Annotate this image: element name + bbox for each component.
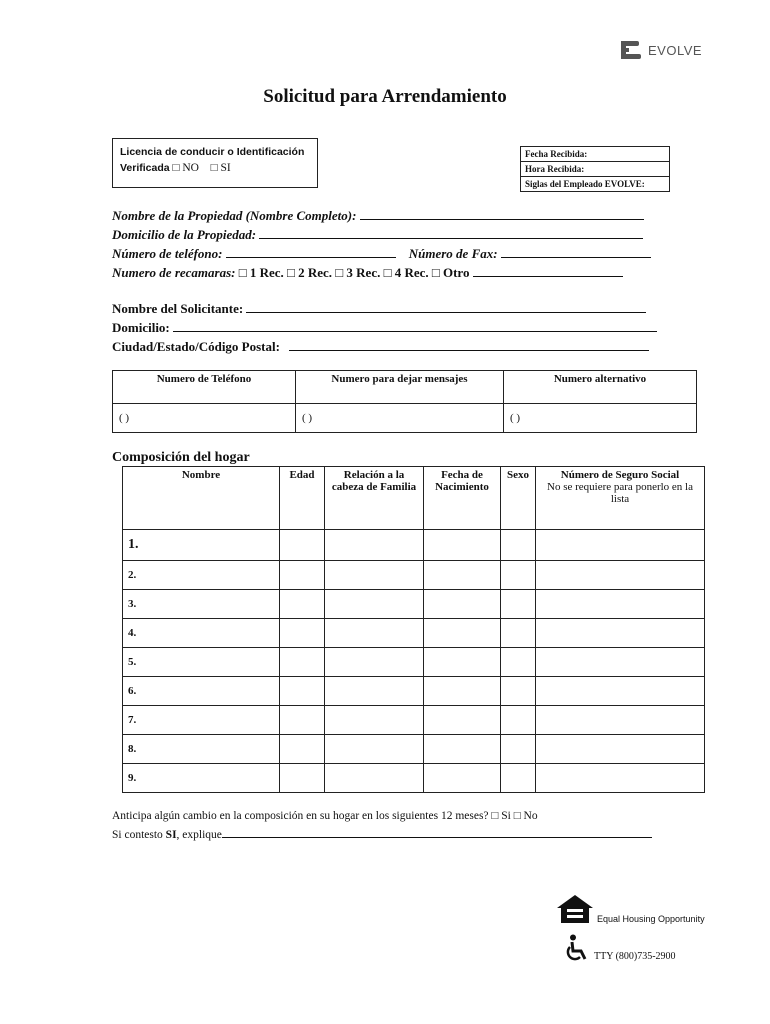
message-phone-cell[interactable]: ( ) [296, 404, 504, 433]
message-phone-header: Numero para dejar mensajes [296, 371, 504, 404]
composition-change-block [112, 808, 652, 844]
bedrooms-other-field[interactable] [473, 264, 623, 277]
household-cell[interactable] [325, 764, 424, 793]
property-name-row [112, 207, 644, 224]
household-member-name-cell[interactable]: 1. [123, 530, 280, 561]
verified-no-checkbox[interactable]: □ NO [172, 162, 199, 174]
explain-prefix: Si contesto [112, 829, 166, 841]
household-cell[interactable] [501, 530, 536, 561]
household-cell[interactable] [424, 677, 501, 706]
household-cell[interactable] [536, 648, 705, 677]
household-member-name-cell[interactable]: 8. [123, 735, 280, 764]
household-cell[interactable] [424, 706, 501, 735]
composition-table [122, 466, 705, 793]
household-cell[interactable] [280, 648, 325, 677]
household-member-name-cell[interactable]: 7. [123, 706, 280, 735]
composition-change-question[interactable]: Anticipa algún cambio en la composición en su hogar en los siguientes 12 meses? □ Si □ No [112, 810, 538, 822]
household-member-name-cell[interactable]: 5. [123, 648, 280, 677]
page-title: Solicitud para Arrendamiento [263, 86, 507, 107]
alt-phone-cell[interactable]: ( ) [504, 404, 697, 433]
household-row [123, 530, 705, 561]
property-name-label: Nombre de la Propiedad (Nombre Completo): [112, 208, 357, 223]
evolve-logo-icon [620, 40, 642, 60]
household-cell[interactable] [501, 706, 536, 735]
household-row [123, 764, 705, 793]
household-cell[interactable] [325, 648, 424, 677]
composition-title: Composición del hogar [112, 450, 250, 465]
property-address-row [112, 226, 643, 243]
explain-field[interactable] [222, 825, 652, 838]
equal-housing-text: Equal Housing Opportunity [597, 914, 705, 924]
verified-si-checkbox[interactable]: □ SI [210, 162, 231, 174]
license-label: Licencia de conducir o Identificación [120, 146, 305, 158]
household-cell[interactable] [501, 764, 536, 793]
phone-header: Numero de Teléfono [113, 371, 296, 404]
household-cell[interactable] [325, 619, 424, 648]
household-cell[interactable] [325, 677, 424, 706]
household-cell[interactable] [501, 677, 536, 706]
explain-bold: SI [165, 829, 177, 841]
applicant-address-label: Domicilio: [112, 320, 170, 335]
household-cell[interactable] [501, 561, 536, 590]
col-ssn-title: Número de Seguro Social [560, 469, 680, 481]
household-cell[interactable] [536, 619, 705, 648]
alt-phone-header: Numero alternativo [504, 371, 697, 404]
col-sex: Sexo [501, 467, 536, 530]
property-address-label: Domicilio de la Propiedad: [112, 227, 257, 242]
explain-row [112, 825, 652, 844]
equal-housing-icon [556, 894, 594, 924]
property-phone-field[interactable] [226, 245, 396, 258]
household-cell[interactable] [325, 561, 424, 590]
household-cell[interactable] [536, 590, 705, 619]
household-cell[interactable] [325, 706, 424, 735]
logo-text: EVOLVE [648, 42, 703, 58]
received-time-field[interactable]: Hora Recibida: [521, 162, 669, 177]
household-member-name-cell[interactable]: 2. [123, 561, 280, 590]
applicant-name-field[interactable] [246, 300, 646, 313]
applicant-city-label: Ciudad/Estado/Código Postal: [112, 339, 280, 354]
household-cell[interactable] [536, 706, 705, 735]
evolve-logo [620, 40, 702, 60]
household-member-name-cell[interactable]: 3. [123, 590, 280, 619]
household-member-name-cell[interactable]: 6. [123, 677, 280, 706]
household-cell[interactable] [424, 648, 501, 677]
household-cell[interactable] [280, 590, 325, 619]
household-cell[interactable] [280, 561, 325, 590]
wheelchair-icon [564, 934, 590, 962]
bedrooms-label: Numero de recamaras: [112, 265, 236, 280]
household-row [123, 561, 705, 590]
applicant-city-row [112, 338, 649, 355]
col-name: Nombre [123, 467, 280, 530]
household-cell[interactable] [424, 735, 501, 764]
household-cell[interactable] [280, 764, 325, 793]
equal-housing-block [556, 894, 705, 924]
applicant-address-row [112, 319, 657, 336]
phone-cell[interactable]: ( ) [113, 404, 296, 433]
applicant-name-label: Nombre del Solicitante: [112, 301, 244, 316]
household-cell[interactable] [280, 706, 325, 735]
household-cell[interactable] [325, 735, 424, 764]
household-cell[interactable] [536, 764, 705, 793]
applicant-address-field[interactable] [173, 319, 657, 332]
office-use-box [520, 146, 670, 192]
household-cell[interactable] [536, 530, 705, 561]
license-verification-box [112, 138, 318, 188]
col-ssn-note: No se requiere para ponerlo en la lista [547, 481, 693, 505]
household-cell[interactable] [280, 677, 325, 706]
household-cell[interactable] [501, 590, 536, 619]
col-dob: Fecha de Nacimiento [424, 467, 501, 530]
col-age: Edad [280, 467, 325, 530]
household-cell[interactable] [424, 530, 501, 561]
phone-table [112, 370, 697, 433]
applicant-city-field[interactable] [289, 338, 649, 351]
household-cell[interactable] [536, 677, 705, 706]
household-row [123, 619, 705, 648]
household-row [123, 648, 705, 677]
applicant-name-row [112, 300, 646, 317]
household-row [123, 735, 705, 764]
household-cell[interactable] [501, 648, 536, 677]
bedrooms-row [112, 264, 623, 281]
property-fax-label: Número de Fax: [408, 246, 498, 261]
household-cell[interactable] [325, 590, 424, 619]
property-name-field[interactable] [360, 207, 644, 220]
col-relation: Relación a la cabeza de Familia [325, 467, 424, 530]
household-cell[interactable] [424, 590, 501, 619]
household-cell[interactable] [424, 764, 501, 793]
household-cell[interactable] [536, 561, 705, 590]
household-member-name-cell[interactable]: 4. [123, 619, 280, 648]
verified-label: Verificada [120, 162, 170, 174]
household-cell[interactable] [501, 619, 536, 648]
property-fax-field[interactable] [501, 245, 651, 258]
received-date-field[interactable]: Fecha Recibida: [521, 147, 669, 162]
property-phone-row [112, 245, 651, 262]
household-cell[interactable] [536, 735, 705, 764]
household-cell[interactable] [325, 530, 424, 561]
tty-text: TTY (800)735-2900 [594, 951, 676, 962]
property-address-field[interactable] [259, 226, 643, 239]
household-cell[interactable] [280, 619, 325, 648]
household-cell[interactable] [280, 530, 325, 561]
employee-initials-field[interactable]: Siglas del Empleado EVOLVE: [525, 179, 645, 189]
bedrooms-options[interactable]: □ 1 Rec. □ 2 Rec. □ 3 Rec. □ 4 Rec. □ Otro [238, 265, 470, 280]
household-row [123, 706, 705, 735]
household-row [123, 590, 705, 619]
household-member-name-cell[interactable]: 9. [123, 764, 280, 793]
explain-suffix: , explique [176, 829, 222, 841]
household-cell[interactable] [280, 735, 325, 764]
household-row [123, 677, 705, 706]
tty-block [564, 934, 676, 962]
property-phone-label: Número de teléfono: [112, 246, 223, 261]
household-cell[interactable] [501, 735, 536, 764]
col-ssn [536, 467, 705, 530]
household-cell[interactable] [424, 619, 501, 648]
household-cell[interactable] [424, 561, 501, 590]
